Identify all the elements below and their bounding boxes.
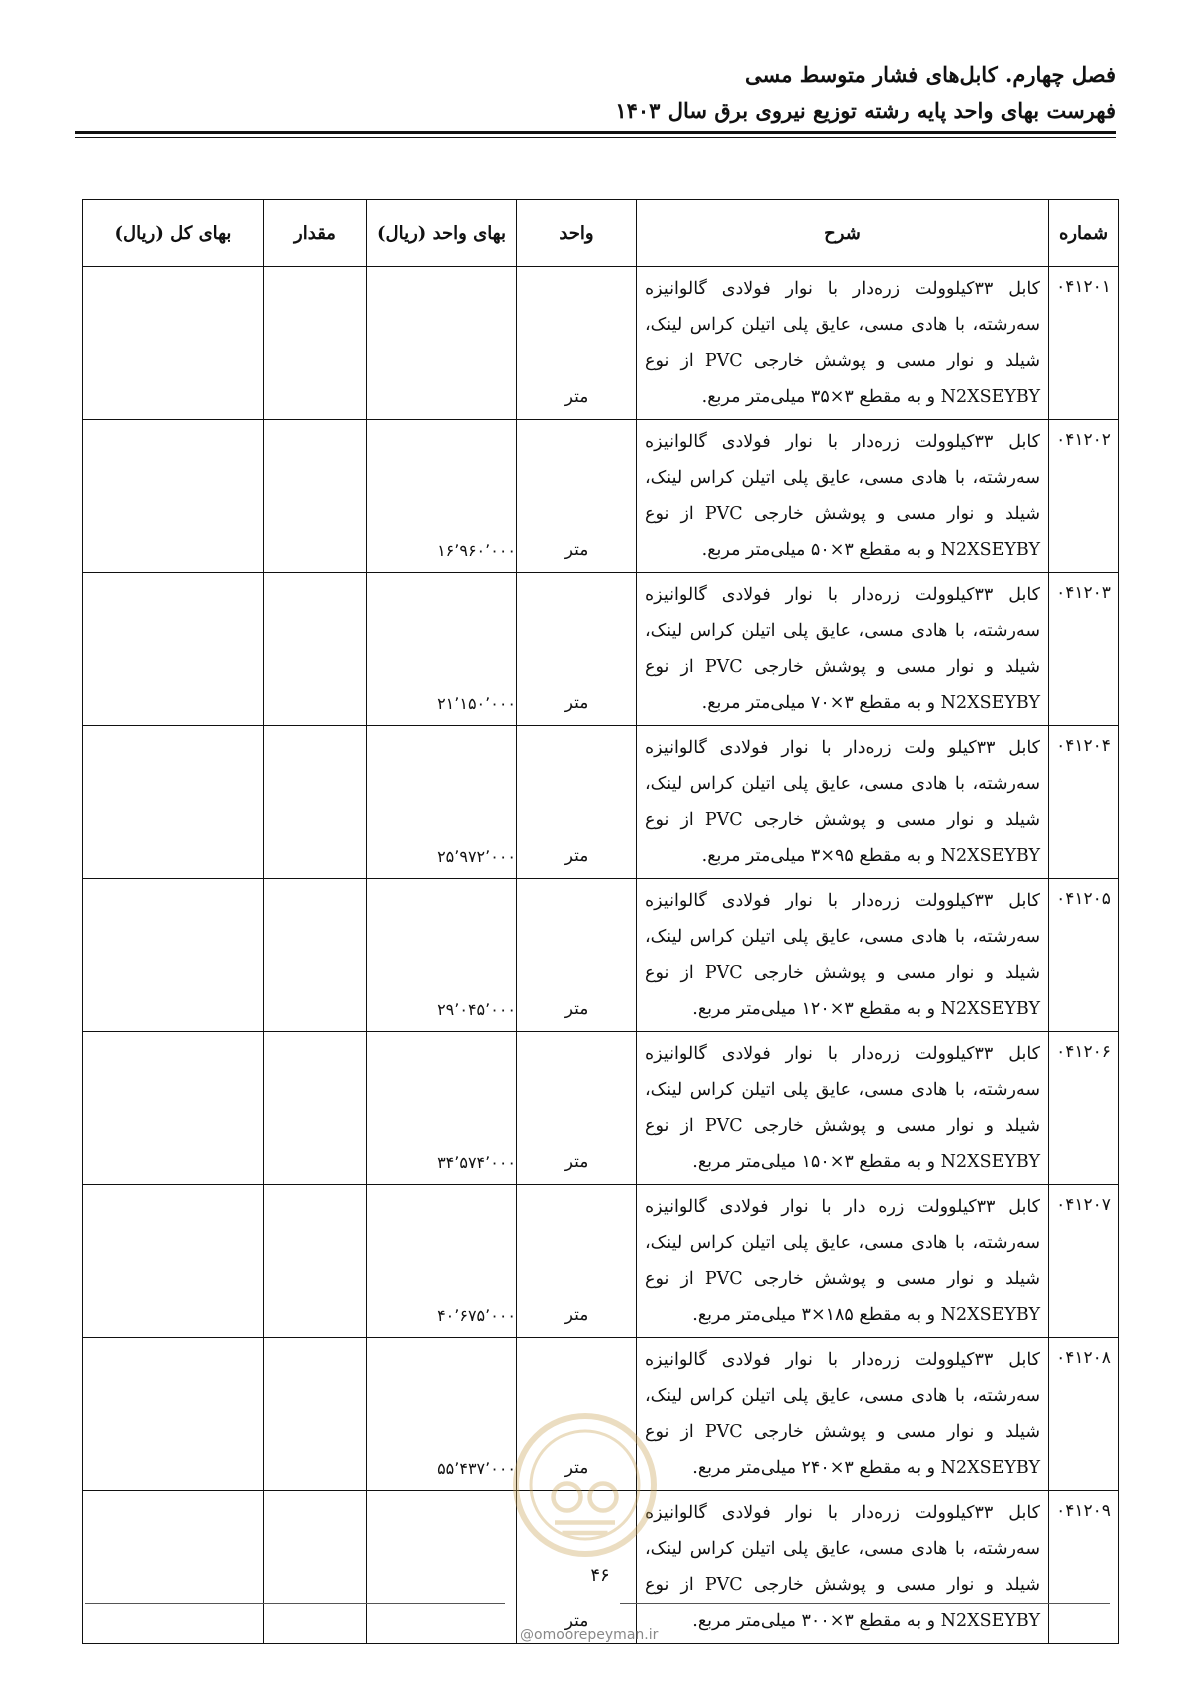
page-number: ۴۶: [590, 1565, 610, 1586]
row-unit-price: ۵۵٬۴۳۷٬۰۰۰: [367, 1338, 517, 1491]
chapter-title: فصل چهارم. کابل‌های فشار متوسط مسی: [744, 62, 1116, 87]
col-header-unit: واحد: [517, 200, 637, 267]
row-total-price: [83, 267, 264, 420]
table-row: [83, 267, 1119, 420]
row-unit-price: ۲۱٬۱۵۰٬۰۰۰: [367, 573, 517, 726]
row-unit: متر: [517, 1491, 637, 1644]
footer-rule-left: [85, 1603, 505, 1604]
row-quantity: [264, 573, 367, 726]
row-description: کابل ۳۳کیلوولت زره‌دار با نوار فولادی گالوانیزه سه‌رشته، با هادی مسی، عایق پلی اتیلن کراس لینک، شیلد و نوار مسی و پوشش خارجی PVC از نوع N2XSEYBY و به مقطع ۳×۷۰ میلی‌متر مربع.: [637, 573, 1049, 726]
website-watermark: @omoorepeyman.ir: [520, 1627, 659, 1643]
row-unit: متر: [517, 1338, 637, 1491]
row-unit-price: ۱۶٬۹۶۰٬۰۰۰: [367, 420, 517, 573]
row-description: کابل ۳۳کیلوولت زره‌دار با نوار فولادی گالوانیزه سه‌رشته، با هادی مسی، عایق پلی اتیلن کراس لینک، شیلد و نوار مسی و پوشش خارجی PVC از نوع N2XSEYBY و به مقطع ۳×۱۲۰ میلی‌متر مربع.: [637, 879, 1049, 1032]
row-total-price: [83, 879, 264, 1032]
row-unit: متر: [517, 420, 637, 573]
row-description: کابل ۳۳کیلوولت زره‌دار با نوار فولادی گالوانیزه سه‌رشته، با هادی مسی، عایق پلی اتیلن کراس لینک، شیلد و نوار مسی و پوشش خارجی PVC از نوع N2XSEYBY و به مقطع ۳×۲۴۰ میلی‌متر مربع.: [637, 1338, 1049, 1491]
row-unit: متر: [517, 726, 637, 879]
row-total-price: [83, 726, 264, 879]
row-quantity: [264, 726, 367, 879]
row-description: کابل ۳۳کیلوولت زره دار با نوار فولادی گالوانیزه سه‌رشته، با هادی مسی، عایق پلی اتیلن کراس لینک، شیلد و نوار مسی و پوشش خارجی PVC از نوع N2XSEYBY و به مقطع ۱۸۵×۳ میلی‌متر مربع.: [637, 1185, 1049, 1338]
row-unit: متر: [517, 879, 637, 1032]
header-rule-thin: [75, 137, 1116, 138]
row-description: کابل ۳۳کیلوولت زره‌دار با نوار فولادی گالوانیزه سه‌رشته، با هادی مسی، عایق پلی اتیلن کراس لینک، شیلد و نوار مسی و پوشش خارجی PVC از نوع N2XSEYBY و به مقطع ۳×۵۰ میلی‌متر مربع.: [637, 420, 1049, 573]
row-code: ۰۴۱۲۰۱: [1049, 267, 1119, 420]
row-total-price: [83, 1491, 264, 1644]
row-quantity: [264, 879, 367, 1032]
footer-rule-right: [620, 1603, 1110, 1604]
row-code: ۰۴۱۲۰۸: [1049, 1338, 1119, 1491]
row-unit-price: ۲۹٬۰۴۵٬۰۰۰: [367, 879, 517, 1032]
row-code: ۰۴۱۲۰۳: [1049, 573, 1119, 726]
row-unit-price: ۲۵٬۹۷۲٬۰۰۰: [367, 726, 517, 879]
table-row: [83, 879, 1119, 1032]
row-code: ۰۴۱۲۰۶: [1049, 1032, 1119, 1185]
table-row: [83, 726, 1119, 879]
row-unit-price: ۳۴٬۵۷۴٬۰۰۰: [367, 1032, 517, 1185]
row-description: کابل ۳۳کیلوولت زره‌دار با نوار فولادی گالوانیزه سه‌رشته، با هادی مسی، عایق پلی اتیلن کراس لینک، شیلد و نوار مسی و پوشش خارجی PVC از نوع N2XSEYBY و به مقطع ۳×۳۰۰ میلی‌متر مربع.: [637, 1491, 1049, 1644]
table-row: [83, 573, 1119, 726]
list-title: فهرست بهای واحد پایه رشته توزیع نیروی برق سال ۱۴۰۳: [615, 98, 1116, 123]
col-header-total-price: بهای کل (ریال): [83, 200, 264, 267]
row-unit-price: [367, 1491, 517, 1644]
row-code: ۰۴۱۲۰۴: [1049, 726, 1119, 879]
row-quantity: [264, 267, 367, 420]
row-unit-price: [367, 267, 517, 420]
row-quantity: [264, 1185, 367, 1338]
row-total-price: [83, 1032, 264, 1185]
row-quantity: [264, 1032, 367, 1185]
row-total-price: [83, 420, 264, 573]
row-unit: متر: [517, 1185, 637, 1338]
table-row: [83, 1032, 1119, 1185]
row-code: ۰۴۱۲۰۷: [1049, 1185, 1119, 1338]
col-header-number: شماره: [1049, 200, 1119, 267]
row-quantity: [264, 420, 367, 573]
row-total-price: [83, 1338, 264, 1491]
row-unit-price: ۴۰٬۶۷۵٬۰۰۰: [367, 1185, 517, 1338]
table-row: [83, 1185, 1119, 1338]
row-total-price: [83, 573, 264, 726]
watermark-seal-icon: [510, 1410, 660, 1560]
row-quantity: [264, 1338, 367, 1491]
row-unit: متر: [517, 1032, 637, 1185]
row-quantity: [264, 1491, 367, 1644]
row-description: کابل ۳۳کیلوولت زره‌دار با نوار فولادی گالوانیزه سه‌رشته، با هادی مسی، عایق پلی اتیلن کراس لینک، شیلد و نوار مسی و پوشش خارجی PVC از نوع N2XSEYBY و به مقطع ۳×۳۵ میلی‌متر مربع.: [637, 267, 1049, 420]
table-header-row: [83, 200, 1119, 267]
row-unit: متر: [517, 573, 637, 726]
row-code: ۰۴۱۲۰۹: [1049, 1491, 1119, 1644]
col-header-quantity: مقدار: [264, 200, 367, 267]
header-rule-thick: [75, 131, 1116, 134]
row-code: ۰۴۱۲۰۵: [1049, 879, 1119, 1032]
row-description: کابل ۳۳کیلوولت زره‌دار با نوار فولادی گالوانیزه سه‌رشته، با هادی مسی، عایق پلی اتیلن کراس لینک، شیلد و نوار مسی و پوشش خارجی PVC از نوع N2XSEYBY و به مقطع ۳×۱۵۰ میلی‌متر مربع.: [637, 1032, 1049, 1185]
row-code: ۰۴۱۲۰۲: [1049, 420, 1119, 573]
col-header-unit-price: بهای واحد (ریال): [367, 200, 517, 267]
row-unit: متر: [517, 267, 637, 420]
row-description: کابل ۳۳کیلو ولت زره‌دار با نوار فولادی گالوانیزه سه‌رشته، با هادی مسی، عایق پلی اتیلن کراس لینک، شیلد و نوار مسی و پوشش خارجی PVC از نوع N2XSEYBY و به مقطع ۹۵×۳ میلی‌متر مربع.: [637, 726, 1049, 879]
table-row: [83, 420, 1119, 573]
col-header-description: شرح: [637, 200, 1049, 267]
row-total-price: [83, 1185, 264, 1338]
